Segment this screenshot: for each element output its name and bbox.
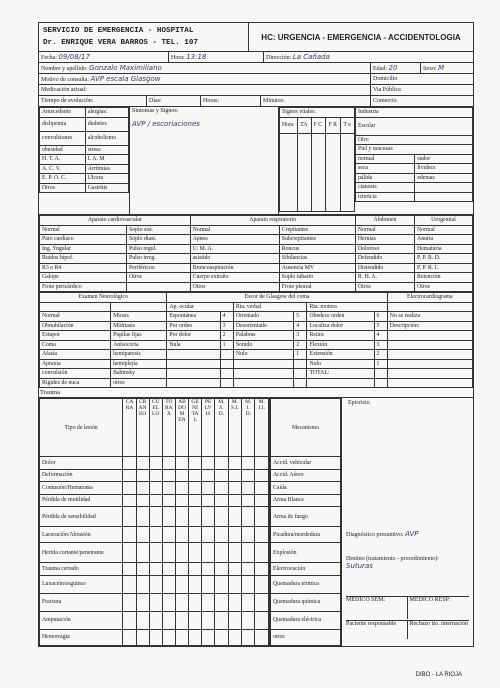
- piel-item[interactable]: edemas: [415, 173, 473, 183]
- exam-item[interactable]: Normal: [415, 225, 473, 235]
- epicrisis-box[interactable]: [341, 398, 473, 646]
- region-col: GENITAL: [189, 399, 202, 457]
- region-col: M.I.I.: [255, 399, 269, 457]
- col-te: T e: [341, 117, 355, 133]
- mecanismo-item[interactable]: Quemadura eléctrica: [271, 611, 341, 629]
- lesion-row: Trauma cerrado: [40, 563, 123, 576]
- exam-item[interactable]: Pulso regul.: [127, 244, 191, 254]
- name-row: [38, 63, 474, 74]
- mecanismo-item[interactable]: Quemadura térmica: [271, 575, 341, 593]
- mecanismo-item[interactable]: Picadura/mordedura: [271, 527, 341, 543]
- exam-item[interactable]: Otros: [127, 273, 191, 283]
- mecanismo-item[interactable]: Arma de fuego: [271, 507, 341, 527]
- piel-label: Piel y mucusas: [356, 145, 473, 155]
- glasgow-score: 4: [374, 331, 387, 341]
- antecedente-item[interactable]: convulsiones: [40, 131, 86, 145]
- neuro-item[interactable]: Pupilas fijas: [111, 331, 167, 341]
- vital-cell[interactable]: [298, 133, 311, 211]
- tiempo-row: [38, 96, 474, 107]
- exam-item[interactable]: P. P. R. D.: [415, 254, 473, 264]
- glasgow-score: 4: [220, 312, 233, 322]
- exam-item[interactable]: Anuria: [415, 235, 473, 245]
- lesion-row: Pérdida de sensibilidad: [40, 507, 123, 527]
- glasgow-score: 3: [220, 321, 233, 331]
- exam-item[interactable]: R. H. A.: [355, 273, 414, 283]
- glasgow-title: Escor de Glasgow del coma: [167, 293, 387, 303]
- resp-title: Aparato respiratorio: [190, 216, 355, 226]
- fecha-field[interactable]: 09/08/17: [58, 53, 90, 61]
- exam-item[interactable]: Doloroso: [355, 244, 414, 254]
- lesion-row: Hemorragia: [40, 629, 123, 645]
- verbal-head: Rta. verbal: [233, 302, 307, 312]
- glasgow-score: 4: [294, 321, 307, 331]
- sexo-label: Sexo:: [423, 66, 437, 72]
- medicacion-field[interactable]: Medicación actual:: [39, 85, 371, 95]
- neuro-item[interactable]: Normal: [40, 312, 111, 322]
- exam-item[interactable]: asistido: [190, 254, 279, 264]
- glasgow-item[interactable]: Nula: [167, 340, 220, 350]
- comercio-option[interactable]: Comercio: [373, 98, 397, 104]
- tipo-lesion-label: Tipo de lesión: [40, 399, 123, 457]
- header-line1: SERVICIO DE EMERGENCIA - HOSPITAL: [43, 27, 194, 35]
- emergency-form: [38, 22, 474, 662]
- antecedente-item[interactable]: Ulcera: [85, 174, 128, 184]
- exam-item[interactable]: Otros: [415, 282, 473, 292]
- piel-item[interactable]: seca: [356, 164, 415, 174]
- exam-item[interactable]: Normal: [40, 225, 127, 235]
- neuro-item[interactable]: hemiplejía: [111, 359, 167, 369]
- lesion-row: Dolor: [40, 457, 123, 470]
- piel-item[interactable]: ictericia: [356, 192, 415, 202]
- exam-item[interactable]: Ing. Yugular: [40, 244, 127, 254]
- lesion-row: Pérdida de motilidad: [40, 494, 123, 507]
- dias-field[interactable]: Días:: [147, 96, 201, 106]
- vital-cell[interactable]: [311, 133, 326, 211]
- neuro-item[interactable]: Midriasis: [111, 321, 167, 331]
- piel-item[interactable]: lividecs: [415, 164, 473, 174]
- antecedente-item[interactable]: obesidad: [40, 145, 86, 155]
- exam-item[interactable]: Pulso irreg.: [127, 254, 191, 264]
- exam-item[interactable]: Roncus: [279, 244, 355, 254]
- mecanismo-item[interactable]: Quemadura química: [271, 593, 341, 611]
- paciente-resp-field[interactable]: Paciente responsable: [346, 621, 408, 639]
- tratamiento-value: Suturas: [346, 562, 373, 570]
- fecha-label: Fecha:: [41, 55, 57, 61]
- antecedente-item[interactable]: stress: [85, 145, 128, 155]
- glasgow-score: 3: [374, 340, 387, 350]
- exam-item[interactable]: Galope: [40, 273, 127, 283]
- neuro-item[interactable]: otros: [111, 378, 167, 388]
- glasgow-item[interactable]: Nulo: [307, 359, 374, 369]
- motora-head: Rta. motora: [307, 302, 387, 312]
- region-col: CARA: [123, 399, 136, 457]
- glasgow-score: 2: [374, 350, 387, 360]
- glasgow-item[interactable]: Por orden: [167, 321, 220, 331]
- exam-item[interactable]: Normal: [355, 225, 414, 235]
- piel-item[interactable]: pálida: [356, 173, 415, 183]
- edad-field[interactable]: 20: [388, 64, 398, 72]
- neuro-title: Examen Neurológico: [40, 293, 167, 303]
- mecanismo-item[interactable]: otros: [271, 629, 341, 645]
- antecedente-item[interactable]: diabetes: [85, 117, 128, 131]
- lesion-row: Deformación: [40, 469, 123, 482]
- exam-item[interactable]: R3 o R4: [40, 263, 127, 273]
- mecanismo-col: [269, 398, 341, 646]
- lesion-row: Luxación/esguince: [40, 575, 123, 593]
- exam-item[interactable]: Ruidos hipof.: [40, 254, 127, 264]
- exam-item[interactable]: Hematuria: [415, 244, 473, 254]
- mecanismo-label: Mecanismo: [271, 399, 341, 457]
- region-col: PELVIS: [202, 399, 215, 457]
- direccion-field[interactable]: La Cañada: [292, 53, 330, 61]
- ocular-head: Ap. ocular: [167, 302, 234, 312]
- antecedente-item[interactable]: H. T. A.: [40, 155, 86, 165]
- exam-item[interactable]: Sibilancias: [279, 254, 355, 264]
- glasgow-item[interactable]: Obedece orden: [307, 312, 374, 322]
- exam-item[interactable]: U. M. A.: [190, 244, 279, 254]
- exam-item[interactable]: Subcrepitantes: [279, 235, 355, 245]
- form-header: [38, 22, 474, 52]
- tratamiento-block[interactable]: [346, 556, 469, 570]
- neuro-item[interactable]: Afasia: [40, 350, 111, 360]
- exam-item[interactable]: Crepitantes: [279, 225, 355, 235]
- neuro-section: [38, 292, 474, 388]
- antecedentes-table: [39, 107, 129, 214]
- sexo-field[interactable]: M: [438, 64, 445, 72]
- hora-label: Hora:: [171, 55, 185, 61]
- motivo-field[interactable]: AVP escala Glasgow: [90, 75, 161, 83]
- aparatos-section: [38, 215, 474, 292]
- tiempo-label: Tiempo de evolución:: [39, 96, 147, 106]
- ecg-item[interactable]: No se realiza: [387, 312, 472, 322]
- glasgow-item[interactable]: Extensión: [307, 350, 374, 360]
- col-fr: F R: [326, 117, 341, 133]
- glasgow-score: 1: [374, 359, 387, 369]
- glasgow-score: 5: [294, 312, 307, 322]
- exam-item[interactable]: Apnea: [190, 235, 279, 245]
- hospital-name: [39, 23, 249, 51]
- piel-item[interactable]: cianosis: [356, 183, 415, 193]
- neuro-item[interactable]: Coma: [40, 340, 111, 350]
- glasgow-total[interactable]: TOTAL:: [307, 369, 374, 379]
- exam-item[interactable]: Frote pleural: [279, 282, 355, 292]
- mecanismo-item[interactable]: Arma Blanca: [271, 494, 341, 507]
- exam-item[interactable]: Otros: [355, 282, 414, 292]
- paciente-block: [346, 620, 469, 639]
- glasgow-item[interactable]: Desorientado: [233, 321, 293, 331]
- glasgow-item[interactable]: Flexión: [307, 340, 374, 350]
- mecanismo-item[interactable]: Accid. vehicular: [271, 457, 341, 470]
- diagnostico-block[interactable]: [346, 530, 469, 538]
- glasgow-score: 1: [294, 350, 307, 360]
- direccion-label: Dirección:: [266, 55, 292, 61]
- neuro-item[interactable]: Babinsky: [111, 369, 167, 379]
- glasgow-item[interactable]: Localiza dolor: [307, 321, 374, 331]
- neuro-item[interactable]: Rigidez de nuca: [40, 378, 111, 388]
- mecanismo-item[interactable]: Accid. Aéreo: [271, 469, 341, 482]
- antecedente-item[interactable]: E. P. O. C.: [40, 174, 86, 184]
- mecanismo-item[interactable]: Caída: [271, 482, 341, 495]
- medico-sem-field[interactable]: MEDICO SEM:: [346, 597, 408, 619]
- neuro-item[interactable]: convulsión: [40, 369, 111, 379]
- exam-item[interactable]: Soplo tubario: [279, 273, 355, 283]
- motivo-label: Motivo de consulta:: [41, 77, 89, 83]
- via-publica-option[interactable]: Via Pública: [373, 87, 401, 93]
- epicrisis-label: Epicrisis:: [348, 400, 371, 406]
- antecedente-label: Antecedente: [40, 108, 86, 118]
- antecedente-item[interactable]: Otros: [40, 183, 86, 193]
- piel-item[interactable]: normal: [356, 154, 415, 164]
- antecedente-item[interactable]: I. A. M: [85, 155, 128, 165]
- col-ta: TA: [298, 117, 311, 133]
- region-col: M.S.I.: [228, 399, 241, 457]
- lesion-row: Amputación: [40, 611, 123, 629]
- medicacion-row: [38, 85, 474, 96]
- antecedente-item[interactable]: Gastritis: [85, 183, 128, 193]
- exam-item[interactable]: Defendido: [355, 254, 414, 264]
- sintomas-label: Síntomas y Signos:: [132, 108, 179, 114]
- trauma-grid: [39, 398, 269, 646]
- trauma-section: [38, 398, 474, 647]
- glasgow-score: 5: [374, 321, 387, 331]
- region-col: TORAX: [162, 399, 175, 457]
- alergias-label[interactable]: alergias:: [85, 108, 128, 118]
- exam-item[interactable]: Paro cardíaco: [40, 235, 127, 245]
- glasgow-score: 3: [294, 331, 307, 341]
- ecg-item[interactable]: Descripción:: [387, 321, 472, 331]
- sintomas-value: AVP / escoriaciones: [132, 120, 200, 128]
- col-fc: F C: [311, 117, 326, 133]
- exam-item[interactable]: Cuerpo extraño: [190, 273, 279, 283]
- region-col: M.S.D.: [215, 399, 228, 457]
- glasgow-score: 2: [294, 340, 307, 350]
- neuro-item[interactable]: Anisocoria: [111, 340, 167, 350]
- glasgow-item[interactable]: Retira: [307, 331, 374, 341]
- tratamiento-label: Destino (tratamiento - procedimiento):: [346, 556, 439, 562]
- signos-label: Signos vitales:: [280, 108, 355, 118]
- exam-item[interactable]: Retención: [415, 273, 473, 283]
- motivo-row: [38, 74, 474, 85]
- hora-field[interactable]: 13:18: [186, 53, 207, 61]
- vital-cell[interactable]: [341, 133, 355, 211]
- footer-text: DIBO - LA RIOJA: [415, 672, 462, 678]
- rechazo-field[interactable]: Rechazo tto. internación: [409, 621, 468, 627]
- glasgow-score: 1: [220, 340, 233, 350]
- glasgow-item[interactable]: Espontánea: [167, 312, 220, 322]
- exam-item[interactable]: Otros: [190, 282, 279, 292]
- region-col: CUELLO: [149, 399, 162, 457]
- domicilio-option[interactable]: Domicilio: [373, 76, 398, 82]
- signos-vitales: [279, 107, 355, 214]
- right-options: [355, 107, 473, 214]
- medico-block: [346, 596, 469, 619]
- diag-value: AVP: [405, 530, 419, 538]
- region-col: ABDOMEN: [175, 399, 188, 457]
- diag-label: Diagnóstico presuntivo:: [346, 532, 404, 538]
- nombre-label: Nombre y apellido:: [41, 66, 88, 72]
- lesion-row: Herida cortante/penetrante: [40, 543, 123, 563]
- antecedente-item[interactable]: Arritmias: [85, 164, 128, 174]
- mecanismo-item[interactable]: Electrocución: [271, 563, 341, 576]
- exam-item[interactable]: Ausencia MV: [279, 263, 355, 273]
- uro-title: Urogenital: [415, 216, 473, 226]
- neuro-item[interactable]: Estupor: [40, 331, 111, 341]
- lesion-row: Fractura: [40, 593, 123, 611]
- date-row: [38, 52, 474, 63]
- ecg-title: Electrocardiograma: [387, 293, 472, 303]
- glasgow-item[interactable]: Sonido: [233, 340, 293, 350]
- exam-item[interactable]: Periféricos:: [127, 263, 191, 273]
- neuro-item[interactable]: Obnubilación: [40, 321, 111, 331]
- glasgow-item[interactable]: Por dolor: [167, 331, 220, 341]
- cardio-title: Aparato cardiovascular: [40, 216, 191, 226]
- exam-item[interactable]: Frote pericárdico: [40, 282, 127, 292]
- otro-option[interactable]: Otro: [356, 135, 473, 145]
- vital-cell[interactable]: [326, 133, 341, 211]
- exam-item[interactable]: Distendido: [355, 263, 414, 273]
- col-hora: Hora: [280, 117, 298, 133]
- mecanismo-item[interactable]: Explosión: [271, 543, 341, 563]
- exam-item[interactable]: Soplo diast.: [127, 235, 191, 245]
- neuro-item[interactable]: Miosis: [111, 312, 167, 322]
- exam-item[interactable]: Soplo sist.: [127, 225, 191, 235]
- antecedente-item[interactable]: alcoholismo: [85, 131, 128, 145]
- industria-option[interactable]: Industria: [356, 108, 473, 118]
- nombre-field[interactable]: Gonzalo Maximiliano: [89, 64, 162, 72]
- escolar-option[interactable]: Escolar: [356, 117, 473, 135]
- glasgow-item[interactable]: Nulo: [233, 350, 293, 360]
- antecedente-item[interactable]: dislipemia: [40, 117, 86, 131]
- glasgow-score: 6: [374, 312, 387, 322]
- neuro-item[interactable]: hemiparesis: [111, 350, 167, 360]
- trauma-title: Trauma: [38, 388, 474, 398]
- minutos-field[interactable]: Minutos:: [261, 96, 371, 106]
- form-type-title: HC: URGENCIA - EMERGENCIA - ACCIDENTOLOGIA: [261, 32, 461, 42]
- abdomen-title: Abdomen: [355, 216, 414, 226]
- medico-resp-field[interactable]: MEDICO RESP:: [409, 597, 451, 603]
- header-line2: Dr. ENRIQUE VERA BARROS - TEL. 107: [43, 39, 198, 47]
- lesion-row: Contusión/Hematoma: [40, 482, 123, 495]
- piel-item[interactable]: sudor: [415, 154, 473, 164]
- exam-item[interactable]: Hernias: [355, 235, 414, 245]
- neuro-item[interactable]: Apraxia: [40, 359, 111, 369]
- antecedente-item[interactable]: A. C. V.: [40, 164, 86, 174]
- region-col: CRANEO: [136, 399, 149, 457]
- glasgow-score: 2: [220, 331, 233, 341]
- lesion-row: Laceración/Abrasión: [40, 527, 123, 543]
- exam-item[interactable]: Broncoaspiración: [190, 263, 279, 273]
- glasgow-item[interactable]: Orientado: [233, 312, 293, 322]
- horas-field[interactable]: Horas:: [201, 96, 261, 106]
- edad-label: Edad:: [373, 66, 387, 72]
- region-col: M.I.D.: [242, 399, 255, 457]
- exam-item[interactable]: Normal: [190, 225, 279, 235]
- sintomas-box[interactable]: [129, 107, 279, 214]
- glasgow-item[interactable]: Palabras: [233, 331, 293, 341]
- vital-cell[interactable]: [280, 133, 298, 211]
- antecedentes-section: [38, 107, 474, 215]
- exam-item[interactable]: P. P. R. I.: [415, 263, 473, 273]
